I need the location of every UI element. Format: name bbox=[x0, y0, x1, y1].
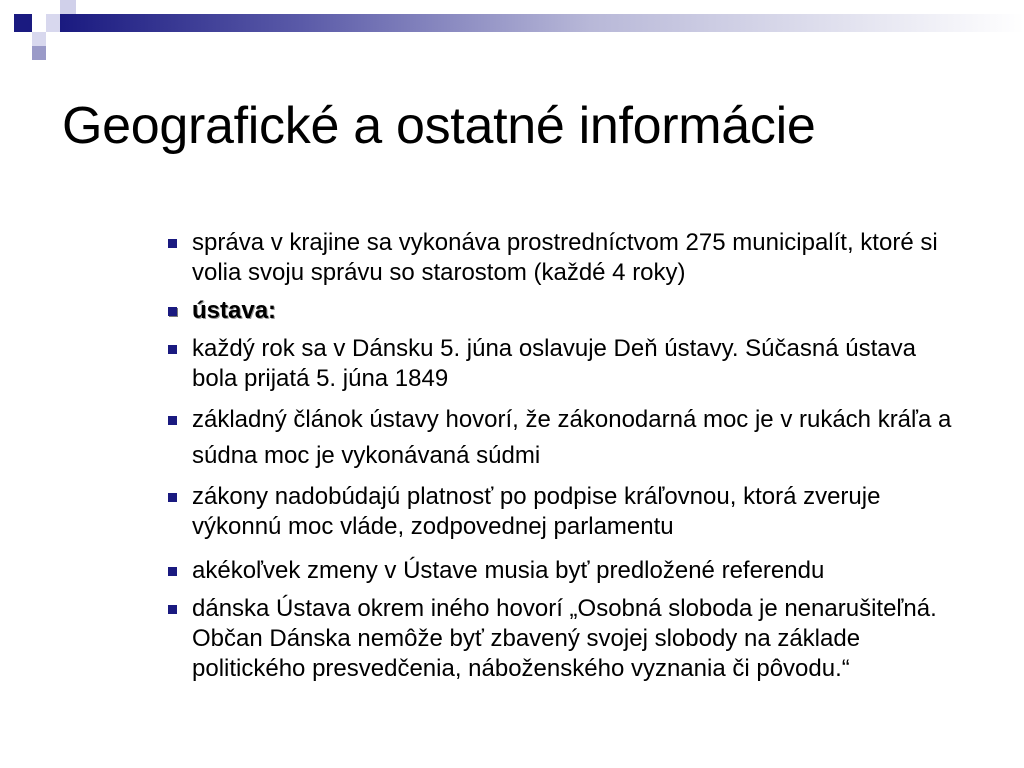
deco-square bbox=[14, 32, 32, 46]
bullet-list bbox=[166, 228, 966, 692]
list-item bbox=[166, 296, 966, 326]
bullet-square-icon bbox=[168, 416, 177, 425]
header-decoration bbox=[0, 0, 1024, 70]
bullet-text: správa v krajine sa vykonáva prostredníctvom 275 municipalít, ktoré si volia svoju správu so starostom (každé 4 roky) bbox=[192, 229, 938, 286]
bullet-text: ústava: bbox=[192, 297, 277, 324]
bullet-text: základný článok ústavy hovorí, že zákonodarná moc je v rukách kráľa a súdna moc je vykonávaná súdmi bbox=[192, 406, 952, 469]
list-item bbox=[166, 594, 966, 684]
deco-square bbox=[32, 46, 46, 60]
deco-square bbox=[32, 14, 46, 32]
bullet-square-icon bbox=[168, 567, 177, 576]
bullet-text: zákony nadobúdajú platnosť po podpise kráľovnou, ktorá zveruje výkonnú moc vláde, zodpovednej parlamentu bbox=[192, 483, 881, 540]
list-item bbox=[166, 556, 966, 586]
bullet-text: dánska Ústava okrem iného hovorí „Osobná sloboda je nenarušiteľná. Občan Dánska nemôže byť zbavený svojej slobody na základe politického presvedčenia, náboženského vyznania či pôvodu.“ bbox=[192, 595, 937, 682]
list-item bbox=[166, 228, 966, 288]
bullet-square-icon bbox=[168, 605, 177, 614]
bullet-text: akékoľvek zmeny v Ústave musia byť predložené referendu bbox=[192, 557, 825, 584]
deco-square bbox=[60, 0, 76, 14]
list-item bbox=[166, 482, 966, 542]
deco-square bbox=[32, 32, 46, 46]
slide-title: Geografické a ostatné informácie bbox=[62, 97, 816, 155]
bullet-square-icon bbox=[168, 239, 177, 248]
bullet-square-icon bbox=[168, 493, 177, 502]
list-item bbox=[166, 402, 966, 474]
deco-square bbox=[46, 14, 60, 32]
deco-square bbox=[46, 32, 60, 46]
deco-square bbox=[14, 14, 32, 32]
bullet-square-icon bbox=[168, 345, 177, 354]
bullet-square-icon bbox=[168, 307, 177, 316]
bullet-text: každý rok sa v Dánsku 5. júna oslavuje Deň ústavy. Súčasná ústava bola prijatá 5. júna 1849 bbox=[192, 335, 916, 392]
header-gradient-bar bbox=[60, 14, 1024, 32]
list-item bbox=[166, 334, 966, 394]
